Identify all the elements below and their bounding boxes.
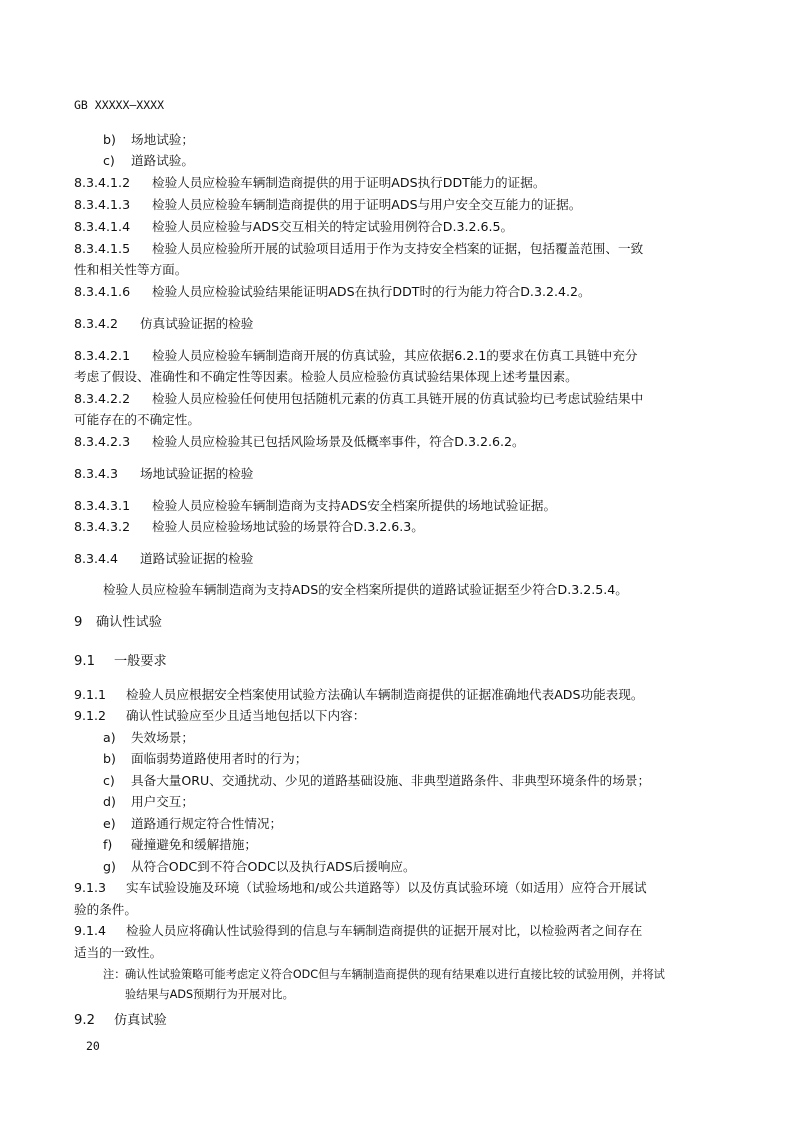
list-label: a) — [103, 730, 116, 745]
note-text: 确认性试验策略可能考虑定义符合ODC但与车辆制造商提供的现有结果难以进行直接比较的试验用例，并将试 — [125, 968, 665, 981]
section-title: 一般要求 — [114, 654, 167, 669]
section-title: 场地试验证据的检验 — [140, 466, 254, 481]
clause — [74, 707, 365, 725]
clause-text: 检验人员应检验车辆制造商为支持ADS安全档案所提供的场地试验证据。 — [152, 498, 557, 513]
list-text: 用户交互； — [131, 794, 194, 809]
list-label: g) — [103, 859, 116, 874]
list-label: d) — [103, 794, 116, 809]
list-label: e) — [103, 816, 116, 831]
list-item — [103, 750, 307, 768]
page-number: 20 — [86, 1039, 100, 1053]
clause-number: 8.3.4.2.1 — [74, 348, 131, 363]
clause — [74, 196, 581, 214]
clause-number: 8.3.4.1.2 — [74, 175, 131, 190]
list-text: 场地试验； — [131, 132, 194, 147]
clause-text: 检验人员应检验所开展的试验项目适用于作为支持安全档案的证据，包括覆盖范围、一致 — [152, 241, 644, 256]
clause — [74, 174, 545, 192]
clause-number: 8.3.4.3.1 — [74, 498, 131, 513]
clause — [74, 390, 643, 408]
list-text: 面临弱势道路使用者时的行为； — [131, 751, 308, 766]
section-heading — [74, 550, 253, 568]
list-text: 具备大量ORU、交通扰动、少见的道路基础设施、非典型道路条件、非典型环境条件的场景； — [131, 773, 651, 788]
clause-number: 8.3.4.2.2 — [74, 391, 131, 406]
standard-number: GB XXXXX—XXXX — [74, 98, 165, 112]
chapter-title: 确认性试验 — [96, 615, 162, 630]
clause-continuation: 适当的一致性。 — [74, 945, 163, 960]
clause-text: 检验人员应检验车辆制造商提供的用于证明ADS与用户安全交互能力的证据。 — [152, 197, 582, 212]
clause-number: 8.3.4.2.3 — [74, 434, 131, 449]
section-number: 8.3.4.3 — [74, 466, 119, 481]
clause-continuation: 考虑了假设、准确性和不确定性等因素。检验人员应检验仿真试验结果体现上述考量因素。 — [74, 369, 578, 384]
clause-text: 检验人员应检验与ADS交互相关的特定试验用例符合D.3.2.6.5。 — [152, 219, 514, 234]
note-label: 注： — [103, 968, 126, 981]
section-heading — [74, 1012, 167, 1030]
clause-text: 检验人员应将确认性试验得到的信息与车辆制造商提供的证据开展对比，以检验两者之间存在 — [126, 923, 643, 938]
clause-number: 8.3.4.1.5 — [74, 241, 131, 256]
section-title: 仿真试验 — [114, 1013, 167, 1028]
section-heading — [74, 315, 253, 333]
chapter-number: 9 — [74, 615, 83, 630]
list-label: f) — [103, 837, 113, 852]
clause-continuation: 验的条件。 — [74, 902, 137, 917]
section-heading — [74, 465, 253, 483]
list-text: 碰撞避免和缓解措施； — [131, 837, 257, 852]
note-continuation: 验结果与ADS预期行为开展对比。 — [125, 988, 294, 1001]
section-number: 8.3.4.2 — [74, 316, 119, 331]
clause-text: 检验人员应根据安全档案使用试验方法确认车辆制造商提供的证据准确地代表ADS功能表现。 — [126, 687, 644, 702]
list-label: c) — [103, 773, 115, 788]
clause — [74, 497, 556, 515]
clause-text: 检验人员应检验场地试验的场景符合D.3.2.6.3。 — [152, 519, 424, 534]
section-number: 8.3.4.4 — [74, 551, 119, 566]
clause — [74, 879, 647, 897]
clause-number: 9.1.3 — [74, 880, 107, 895]
clause-text: 检验人员应检验其已包括风险场景及低概率事件，符合D.3.2.6.2。 — [152, 434, 525, 449]
section-number: 9.1 — [74, 654, 95, 669]
list-item — [103, 815, 282, 833]
list-text: 道路试验。 — [131, 153, 194, 168]
list-text: 失效场景； — [131, 730, 194, 745]
section-title: 道路试验证据的检验 — [140, 551, 254, 566]
clause-number: 9.1.2 — [74, 708, 107, 723]
list-label: b) — [103, 751, 116, 766]
clause-text: 检验人员应检验试验结果能证明ADS在执行DDT时的行为能力符合D.3.2.4.2。 — [152, 284, 591, 299]
clause — [74, 283, 591, 301]
list-label: c) — [103, 153, 115, 168]
clause-text: 检验人员应检验车辆制造商开展的仿真试验，其应依据6.2.1的要求在仿真工具链中充分 — [152, 348, 638, 363]
clause-number: 8.3.4.1.3 — [74, 197, 131, 212]
chapter-heading — [74, 614, 162, 632]
clause-text: 检验人员应检验车辆制造商提供的用于证明ADS执行DDT能力的证据。 — [152, 175, 546, 190]
clause — [74, 347, 637, 365]
paragraph: 检验人员应检验车辆制造商为支持ADS的安全档案所提供的道路试验证据至少符合D.3.2.5.4。 — [103, 582, 628, 597]
note — [103, 966, 665, 984]
clause-text: 检验人员应检验任何使用包括随机元素的仿真工具链开展的仿真试验均已考虑试验结果中 — [152, 391, 644, 406]
section-number: 9.2 — [74, 1013, 95, 1028]
clause-text: 确认性试验应至少且适当地包括以下内容： — [126, 708, 366, 723]
clause-continuation: 可能存在的不确定性。 — [74, 412, 200, 427]
list-label: b) — [103, 132, 116, 147]
list-item — [103, 729, 194, 747]
section-title: 仿真试验证据的检验 — [140, 316, 254, 331]
list-item — [103, 858, 416, 876]
list-item — [103, 131, 194, 149]
clause — [74, 518, 424, 536]
clause-text: 实车试验设施及环境（试验场地和/或公共道路等）以及仿真试验环境（如适用）应符合开展试 — [126, 880, 647, 895]
clause-number: 9.1.1 — [74, 687, 107, 702]
list-text: 道路通行规定符合性情况； — [131, 816, 283, 831]
list-item — [103, 793, 194, 811]
clause-number: 8.3.4.1.4 — [74, 219, 131, 234]
clause — [74, 240, 643, 258]
clause-continuation: 性和相关性等方面。 — [74, 262, 188, 277]
list-item — [103, 772, 650, 790]
clause — [74, 922, 642, 940]
clause-number: 8.3.4.1.6 — [74, 284, 131, 299]
list-item — [103, 152, 194, 170]
clause — [74, 433, 525, 451]
clause — [74, 218, 513, 236]
clause — [74, 686, 643, 704]
list-item — [103, 836, 257, 854]
list-text: 从符合ODC到不符合ODC以及执行ADS后援响应。 — [131, 859, 416, 874]
section-heading — [74, 653, 167, 671]
clause-number: 9.1.4 — [74, 923, 107, 938]
clause-number: 8.3.4.3.2 — [74, 519, 131, 534]
